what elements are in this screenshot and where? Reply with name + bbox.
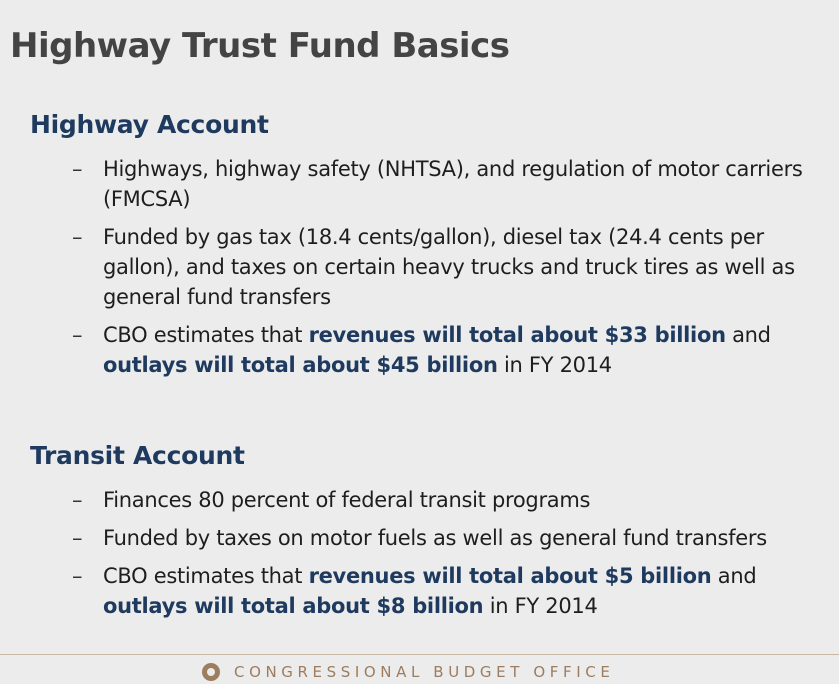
highway-bullet-scope bbox=[72, 154, 834, 214]
footer-divider bbox=[0, 654, 839, 655]
dash-marker: – bbox=[72, 564, 83, 588]
outlays-highlight: outlays will total about $8 billion bbox=[103, 594, 484, 618]
cbo-tail-text: in FY 2014 bbox=[497, 353, 612, 377]
cbo-lead-text: CBO estimates that bbox=[103, 323, 309, 347]
highway-account-heading: Highway Account bbox=[30, 110, 269, 139]
revenues-highlight: revenues will total about $5 billion bbox=[308, 564, 712, 588]
cbo-mid-text: and bbox=[711, 564, 757, 588]
slide-title: Highway Trust Fund Basics bbox=[10, 26, 510, 66]
bullet-text: Highways, highway safety (NHTSA), and regulation of motor carriers (FMCSA) bbox=[103, 157, 803, 211]
cbo-mid-text: and bbox=[725, 323, 771, 347]
transit-bullet-cbo-estimate bbox=[72, 561, 834, 621]
cbo-seal-icon bbox=[202, 663, 220, 681]
outlays-highlight: outlays will total about $45 billion bbox=[103, 353, 498, 377]
transit-account-heading: Transit Account bbox=[30, 441, 245, 470]
cbo-lead-text: CBO estimates that bbox=[103, 564, 309, 588]
revenues-highlight: revenues will total about $33 billion bbox=[308, 323, 726, 347]
highway-bullet-cbo-estimate bbox=[72, 320, 834, 380]
bullet-text: Funded by gas tax (18.4 cents/gallon), diesel tax (24.4 cents per gallon), and taxes on certain heavy trucks and truck tires as well as general fund transfers bbox=[103, 225, 795, 309]
bullet-text: Finances 80 percent of federal transit programs bbox=[103, 488, 591, 512]
highway-bullet-funding bbox=[72, 222, 834, 312]
dash-marker: – bbox=[72, 157, 83, 181]
transit-account-list bbox=[72, 485, 834, 629]
footer bbox=[202, 663, 614, 681]
dash-marker: – bbox=[72, 323, 83, 347]
cbo-tail-text: in FY 2014 bbox=[483, 594, 598, 618]
highway-account-list bbox=[72, 154, 834, 388]
transit-bullet-finances bbox=[72, 485, 834, 515]
transit-bullet-funding bbox=[72, 523, 834, 553]
dash-marker: – bbox=[72, 488, 83, 512]
footer-org-name: CONGRESSIONAL BUDGET OFFICE bbox=[234, 663, 615, 681]
bullet-text: Funded by taxes on motor fuels as well as general fund transfers bbox=[103, 526, 767, 550]
dash-marker: – bbox=[72, 225, 83, 249]
dash-marker: – bbox=[72, 526, 83, 550]
